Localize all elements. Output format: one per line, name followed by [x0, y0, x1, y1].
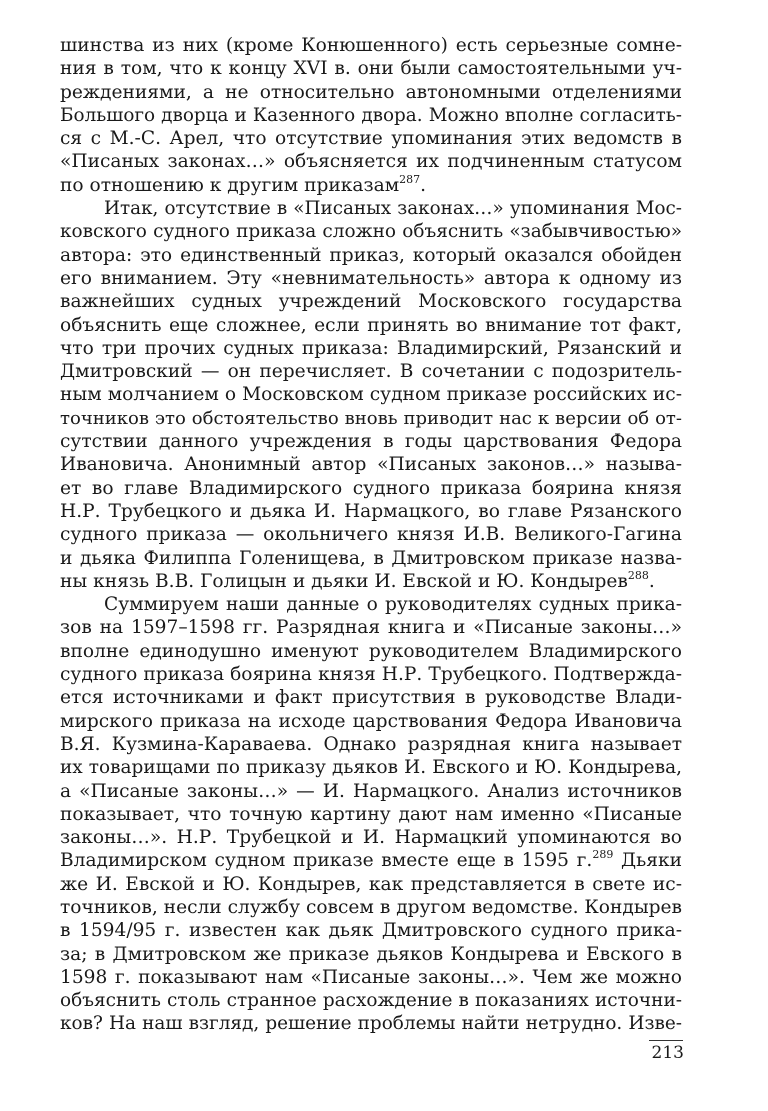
text-line: вполне единодушно именуют руководителем Владимирского — [60, 640, 682, 662]
text-line: ния в том, что к концу XVI в. они были самостоятельными уч- — [60, 58, 682, 80]
paragraph-1 — [60, 34, 682, 197]
text-line: Итак, отсутствие в «Писаных законах…» упоминания Мос- — [104, 198, 682, 220]
text-line: шинства из них (кроме Конюшенного) есть серьезные сомне- — [60, 35, 682, 56]
text-line: его вниманием. Эту «невнимательность» автора к одному из — [60, 267, 682, 289]
text-line: объяснить столь странное расхождение в показаниях источни- — [60, 990, 682, 1012]
text-line: ет во главе Владимирского судного приказа боярина князя — [60, 477, 682, 499]
text-line: же И. Евской и Ю. Кондырев, как представляется в свете ис- — [60, 873, 682, 895]
paragraph-2 — [60, 197, 682, 593]
text-line: реждениями, а не относительно автономными отделениями — [60, 81, 682, 103]
text-segment: по отношению к другим приказам — [60, 174, 400, 196]
text-segment: . — [420, 174, 427, 196]
text-line: сутствии данного учреждения в годы царствования Федора — [60, 431, 682, 453]
text-line: важнейших судных учреждений Московского государства — [60, 291, 682, 313]
paragraph-3 — [60, 593, 682, 1036]
text-line: Дмитровский — он перечисляет. В сочетании с подозритель- — [60, 361, 682, 383]
text-line: точников это обстоятельство вновь приводит нас к версии об от- — [60, 407, 682, 429]
text-line: ков? На наш взгляд, решение проблемы найти нетрудно. Изве- — [60, 1013, 682, 1035]
text-line: в 1594/95 г. известен как дьяк Дмитровского судного прика- — [60, 920, 682, 942]
text-line: их товарищами по приказу дьяков И. Евского и Ю. Кондырева, — [60, 757, 682, 779]
page-body — [60, 34, 682, 1036]
text-line: ся с М.-С. Арел, что отсутствие упоминания этих ведомств в — [60, 128, 682, 150]
text-line-last — [60, 174, 682, 197]
text-segment: ны князь В.В. Голицын и дьяки И. Евской и Ю. Кондырев — [60, 570, 628, 592]
text-line: за; в Дмитровском же приказе дьяков Кондырева и Евского в — [60, 943, 682, 965]
footnote-reference: 287 — [399, 172, 421, 186]
text-line-last — [60, 570, 682, 593]
text-line: объяснить еще сложнее, если принять во внимание тот факт, — [60, 314, 682, 336]
text-line: Ивановича. Анонимный автор «Писаных законов…» называ- — [60, 454, 682, 476]
text-segment: . — [648, 570, 655, 592]
text-line: Суммируем наши данные о руководителях судных прика- — [104, 594, 682, 616]
text-line: показывает, что точную картину дают нам именно «Писаные — [60, 803, 682, 825]
text-line-with-footnote — [60, 849, 682, 872]
page-number: 213 — [651, 1043, 684, 1063]
text-line: Н.Р. Трубецкого и дьяка И. Нармацкого, во главе Рязанского — [60, 500, 682, 522]
text-line: зов на 1597–1598 гг. Разрядная книга и «Писаные законы…» — [60, 617, 682, 639]
text-line: автора: это единственный приказ, который оказался обойден — [60, 244, 682, 266]
text-line: точников, несли службу совсем в другом ведомстве. Кондырев — [60, 896, 682, 918]
text-line: законы…». Н.Р. Трубецкой и И. Нармацкий упоминаются во — [60, 827, 682, 849]
text-line: ным молчанием о Московском судном приказе российских ис- — [60, 384, 682, 406]
footnote-reference: 288 — [627, 568, 649, 582]
text-line: «Писаных законах…» объясняется их подчиненным статусом — [60, 151, 682, 173]
text-line: ковского судного приказа сложно объяснить «забывчивостью» — [60, 221, 682, 243]
text-line: судного приказа боярина князя Н.Р. Трубецкого. Подтвержда- — [60, 664, 682, 686]
footnote-reference: 289 — [592, 848, 614, 862]
text-line: мирского приказа на исходе царствования Федора Ивановича — [60, 710, 682, 732]
text-line: что три прочих судных приказа: Владимирский, Рязанский и — [60, 337, 682, 359]
text-line: 1598 г. показывают нам «Писаные законы…». Чем же можно — [60, 966, 682, 988]
text-line: В.Я. Кузмина-Караваева. Однако разрядная книга называет — [60, 733, 682, 755]
text-segment: Дьяки — [613, 850, 682, 872]
page-number-rule — [649, 1040, 683, 1041]
text-line: Большого дворца и Казенного двора. Можно вполне согласить- — [60, 104, 682, 126]
text-segment: Владимирском судном приказе вместе еще в 1595 г. — [60, 850, 593, 872]
text-line: и дьяка Филиппа Голенищева, в Дмитровском приказе назва- — [60, 547, 682, 569]
text-line: а «Писаные законы…» — И. Нармацкого. Анализ источников — [60, 780, 682, 802]
text-line: ется источниками и факт присутствия в руководстве Влади- — [60, 687, 682, 709]
text-line: судного приказа — окольничего князя И.В. Великого-Гагина — [60, 524, 682, 546]
